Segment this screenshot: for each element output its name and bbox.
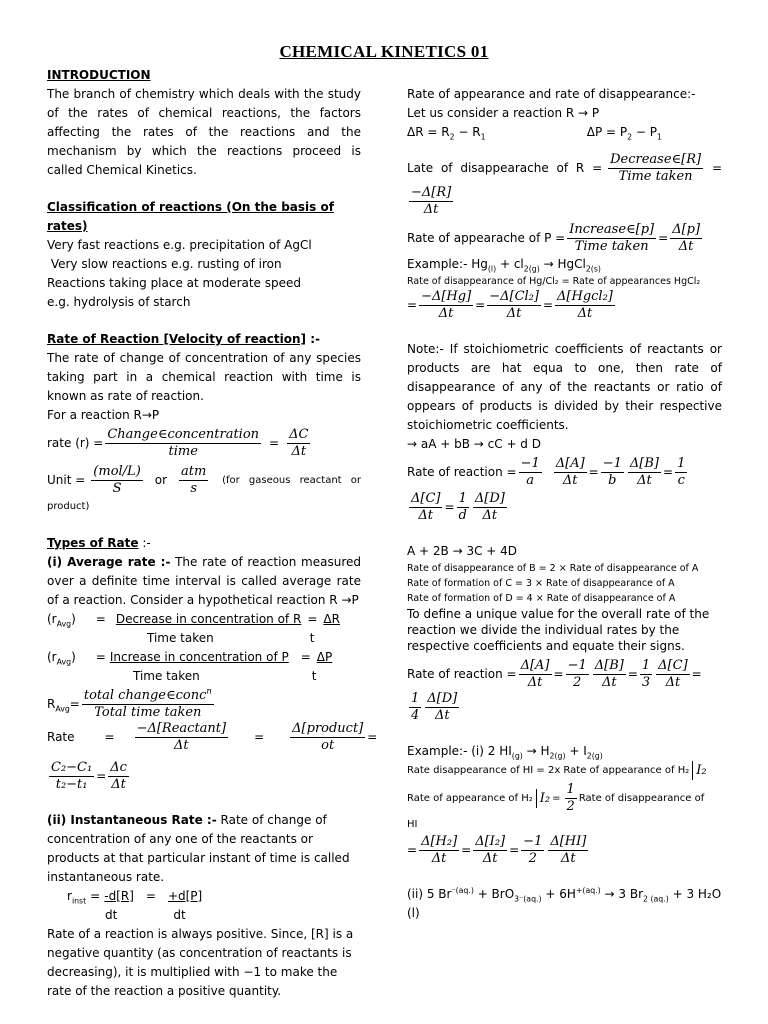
rate-line-b: Rate of disappearance of B = 2 × Rate of disappearance of A xyxy=(407,563,699,574)
page-title: CHEMICAL KINETICS 01 xyxy=(279,42,489,61)
intro-paragraph: The branch of chemistry which deals with the study of the rates of chemical reactions, the factors affecting the rates of the reactions and the mechanism by which the reactions proceed is called Chemical Kinetics. xyxy=(47,87,361,177)
unique-rate-text: To define a unique value for the overall rate of the reaction we divide the individual rates by the respective coefficients and equate their signs. xyxy=(407,607,710,653)
inst-rate-formula: $r_{inst}$ = -d[R] = +d[P] xyxy=(67,889,203,906)
average-rate-definition: (i) Average rate :- The rate of reaction measured over a definite time interval is called average rate of a reaction. Consider a hypothetical reaction R →P xyxy=(47,555,361,607)
example-hi: Example:- (i) 2 $HI_{(g)} \to H_{2(g)} + I_{2(g)}$ xyxy=(407,744,603,761)
overall-rate-formula: Rate of reaction = $\frac{\Delta[A]}{\Delta t}$ = $\frac{-1}{2}$ $\frac{\Delta[B]}{\Delta t}$ = $\frac{1}{3}$ $\frac{\Delta[C]}{\Delta t}$ = xyxy=(407,658,702,690)
types-heading: Types of Rate :- xyxy=(47,536,151,550)
r-avg-formula: $R_{Avg}=$ total change∈conc$^n$ Total time taken xyxy=(47,685,212,720)
avg-rate-r: $(r_{Avg})$ = Decrease in concentration of R = ΔR xyxy=(47,612,340,629)
disappearance-of-r: Late of disappearache of R = Decrease∈[R] Time taken = xyxy=(407,152,722,184)
stoichiometry-note: Note:- If stoichiometric coefficients of reactants or products are hat equa to one, then rate of disappearance of any of the reactants or ratio of oppears of products is divided by their respective stoichiometric coefficients. xyxy=(407,342,722,432)
unit-note: product) xyxy=(47,501,90,512)
reaction-a2b: A + 2B → 3C + 4D xyxy=(407,544,518,558)
general-rate-formula: Rate of reaction = $\frac{-1}{a}$ $\frac{\Delta[A]}{\Delta t}$ = $\frac{-1}{b}$ $\frac{\Delta[B]}{\Delta t}$ = $\frac{1}{c}$ xyxy=(407,456,686,488)
rate-general-formula: Rate = −Δ[Reactant] Δt = Δ[product] ot = xyxy=(47,721,378,753)
rate-line-d: Rate of formation of D = 4 × Rate of disappearance of A xyxy=(407,593,676,604)
example-hgcl2: Example:- $Hg_{(l)} + cl_{2(g)}$ → HgCl$_{2(s)}$ xyxy=(407,257,601,274)
classification-heading: Classification of reactions (On the basis of rates) xyxy=(47,200,334,233)
appearance-heading: Rate of appearance and rate of disappearance:- xyxy=(407,87,696,101)
classification-item: Very fast reactions e.g. precipitation of AgCl xyxy=(47,238,312,252)
for-reaction: For a reaction R→P xyxy=(47,408,160,422)
avg-rate-p-den: Time taken t xyxy=(133,669,317,683)
instantaneous-rate-definition: (ii) Instantaneous Rate :- Rate of change of concentration of any one of the reactants or products at that particular instant of time is called instantaneous rate. xyxy=(47,813,350,884)
appearance-of-p: Rate of appearache of P = Increase∈[p] Time taken = $\frac{\Delta[p]}{\Delta t}$ xyxy=(407,222,701,254)
rate-definition: The rate of change of concentration of any species taking part in a chemical reaction with time is known as rate of reaction. xyxy=(47,351,361,403)
general-rate-formula-2: $\frac{\Delta[C]}{\Delta t}$ = $\frac{1}{d}$ Δ[D] Δt xyxy=(411,491,505,523)
rate-formula: rate (r) = Change∈concentration time = $\frac{\Delta C}{\Delta t}$ xyxy=(47,427,309,459)
hgcl2-rate-formula: = $\frac{-\Delta[Hg]}{\Delta t}$ = $\frac{\text{−Δ[Cl₂]}}{\Delta t}$ = Δ[Hgcl₂] Δt xyxy=(407,289,613,321)
hi-rate-formula: = $\frac{\text{Δ[H₂]}}{\Delta t}$ = $\frac{\text{Δ[I₂]}}{\Delta t}$ = $\frac{-1}{2}$ Δ[HI] Δt xyxy=(407,834,587,866)
unit-formula: Unit = (mol/L) S or atm s (for gaseous reactant or xyxy=(47,464,361,496)
avg-rate-p: $(r_{Avg})$ = Increase in concentration of P = ΔP xyxy=(47,650,333,667)
positive-rate-note: Rate of a reaction is always positive. Since, [R] is a negative quantity (as concentration of reactants is decreasing), it is multiplied with −1 to make the rate of the reaction a positive quantity. xyxy=(47,927,354,998)
h2-appearance-statement: Rate of appearance of H₂ I₂ = $\frac{1}{2}$ Rate of disappearance of xyxy=(407,782,705,814)
intro-heading: INTRODUCTION xyxy=(47,68,151,82)
inst-rate-den: dt dt xyxy=(105,908,186,922)
left-column xyxy=(47,66,378,1001)
hi-rate-statement: Rate disappearance of HI = 2x Rate of appearance of H₂ I₂ xyxy=(407,763,707,778)
overall-rate-formula-2: 1 4 Δ[D] Δt xyxy=(411,691,458,723)
rate-heading: Rate of Reaction [Velocity of reaction] :- xyxy=(47,332,321,346)
delta-equations: $\Delta R = R_2 - R_1$ $\Delta P = P_2 - P_1$ xyxy=(407,125,662,142)
consider-reaction: Let us consider a reaction R → P xyxy=(407,106,600,120)
avg-rate-r-den: Time taken t xyxy=(147,631,315,645)
classification-item: Very slow reactions e.g. rusting of iron xyxy=(47,257,282,271)
hgcl2-rate-statement: Rate of disappearance of Hg/Cl₂ = Rate of appearances HgCl₂ xyxy=(407,276,701,287)
disappearance-of-r-2: −Δ[R] Δt xyxy=(411,185,452,217)
classification-item: e.g. hydrolysis of starch xyxy=(47,295,191,309)
rate-concentration-formula: $\frac{\text{C₂−C₁}}{\text{t₂−t₁}}$ = $\frac{\Delta c}{\Delta t}$ xyxy=(51,760,127,792)
right-column xyxy=(407,85,722,923)
general-reaction: → aA + bB → cC + d D xyxy=(407,437,541,451)
classification-item: Reactions taking place at moderate speed xyxy=(47,276,302,290)
example-bromate: (ii) 5 $Br^{^-(aq.)} + BrO_{3^-(aq.)} + 6H^{+(aq.)} \to 3$ $Br_{2 (aq.)} + 3$ H₂O (l) xyxy=(407,886,722,920)
hi-label: HI xyxy=(407,819,418,830)
rate-line-c: Rate of formation of C = 3 × Rate of disappearance of A xyxy=(407,578,675,589)
